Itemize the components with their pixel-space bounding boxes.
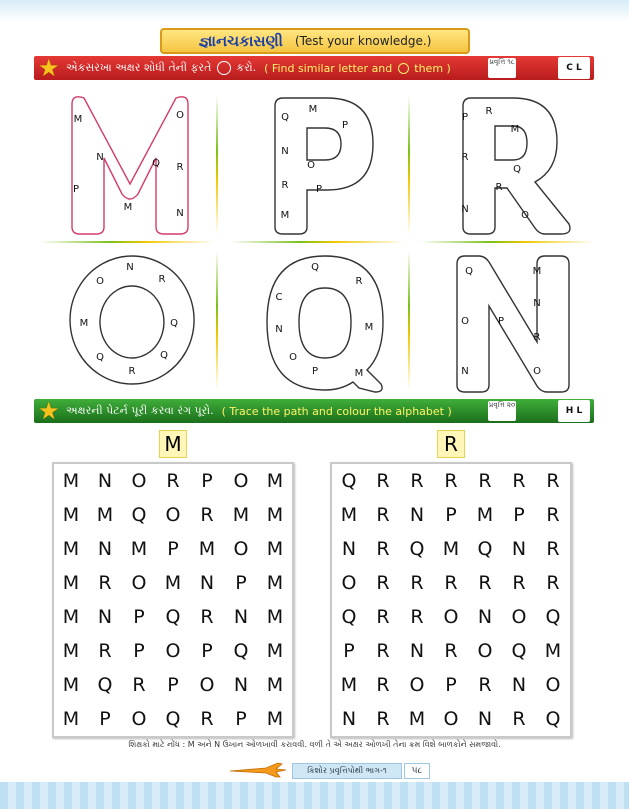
book-title: કિશોર પ્રવૃત્તિપોથી ભાગ-૧ [292,763,402,779]
grid-cell[interactable]: P [133,606,145,628]
grid-cell[interactable]: P [167,538,179,560]
grid-cell[interactable]: N [97,470,113,492]
grid-cell[interactable]: N [409,640,425,662]
letter-outline [275,98,373,234]
small-letter[interactable]: Q [170,318,178,329]
small-letter[interactable]: R [495,182,503,193]
small-letter[interactable]: R [485,106,493,117]
small-letter[interactable]: R [281,180,289,191]
grid-cell[interactable]: M [266,470,284,492]
grid-cell[interactable]: Q [233,640,249,662]
grid-cell[interactable]: Q [511,640,527,662]
small-letter[interactable]: N [461,204,469,215]
small-letter[interactable]: Q [281,112,289,123]
small-letter[interactable]: C [275,292,283,303]
small-letter[interactable]: Q [96,352,104,363]
small-letter[interactable]: O [176,110,184,121]
grid-cell[interactable]: M [266,708,284,730]
grid-cell[interactable]: M [544,640,562,662]
small-letter[interactable]: P [311,366,319,377]
page-title-box [160,28,470,54]
separator [216,250,218,390]
teacher-note: શિક્ષકો માટે નોંધ : M અને N ઉખાન ઓળખાવી કરાવવી. વળી તે એ અક્ષર ઓળખી તેના ક્રમ વિશે બાળકોને સમજાવો. [128,740,501,749]
section2-instruction-bar [34,399,594,423]
grid-cell[interactable]: Q [165,708,181,730]
grid-cell[interactable]: R [376,572,390,594]
grid-cell[interactable]: Q [545,708,561,730]
separator [230,241,405,243]
small-letter[interactable]: N [126,262,134,273]
grid-cell[interactable]: P [235,708,247,730]
grid-cell[interactable]: M [340,674,358,696]
letter-grid-r [330,462,572,738]
bottom-band [0,782,629,809]
activity-tag: પ્રવૃત્તિ ૨૦ [488,401,516,421]
grid-cell[interactable]: R [376,504,390,526]
airplane-icon [228,760,288,780]
grid-cell[interactable]: P [513,504,525,526]
grid-cell[interactable]: M [62,470,80,492]
activity-tag: પ્રવૃત્તિ ૧૮ [488,58,516,78]
separator [408,95,410,235]
small-letter[interactable]: M [364,322,374,333]
title-gujarati: જ્ઞાનચકાસણી [198,32,283,50]
section1-instruction-gujarati [66,61,256,75]
star-icon: ★ [38,397,60,425]
grid-cell[interactable]: O [199,674,215,696]
outline-letter-r[interactable] [445,92,585,241]
small-letter[interactable]: O [521,210,529,221]
grid-cell[interactable]: P [133,640,145,662]
grid-cell[interactable]: N [409,504,425,526]
grid-m-label: M [159,430,187,458]
grid-cell[interactable]: R [132,674,146,696]
star-icon: ★ [38,54,60,82]
small-letter[interactable]: N [533,298,541,309]
grid-cell[interactable]: R [478,470,492,492]
grid-cell[interactable]: N [233,674,249,696]
small-letter[interactable]: Q [160,350,168,361]
outline-letter-o[interactable] [60,250,200,399]
grid-cell[interactable]: M [62,708,80,730]
grid-cell[interactable]: O [233,538,249,560]
grid-cell[interactable]: N [199,572,215,594]
grid-cell[interactable]: R [444,572,458,594]
grid-cell[interactable]: P [343,640,355,662]
cl-code-badge: C L [558,57,590,79]
grid-cell[interactable]: O [443,708,459,730]
grid-cell[interactable]: M [232,504,250,526]
grid-cell[interactable]: Q [97,674,113,696]
grid-cell[interactable]: M [476,504,494,526]
grid-cell[interactable]: R [512,708,526,730]
grid-cell[interactable]: M [442,538,460,560]
separator [408,250,410,390]
grid-cell[interactable]: Q [545,606,561,628]
grid-cell[interactable]: O [131,708,147,730]
small-letter[interactable]: P [497,316,505,327]
small-letter[interactable]: Q [152,158,160,169]
outline-letter-p[interactable] [255,92,395,241]
grid-cell[interactable]: M [408,708,426,730]
outline-letter-m[interactable] [60,92,200,241]
grid-cell[interactable]: O [131,572,147,594]
grid-cell[interactable]: N [97,606,113,628]
grid-cell[interactable]: R [444,640,458,662]
grid-cell[interactable]: Q [409,538,425,560]
grid-cell[interactable]: Q [131,504,147,526]
separator [40,241,215,243]
grid-cell[interactable]: N [477,708,493,730]
small-letter[interactable]: O [307,160,315,171]
grid-cell[interactable]: M [198,538,216,560]
grid-r-label: R [437,430,465,458]
grid-cell[interactable]: M [62,640,80,662]
grid-cell[interactable]: M [340,504,358,526]
grid-cell[interactable]: R [98,640,112,662]
grid-cell[interactable]: N [511,538,527,560]
small-letter[interactable]: P [341,120,349,131]
grid-cell[interactable]: R [376,640,390,662]
small-letter[interactable]: M [308,104,318,115]
small-letter[interactable]: P [72,184,80,195]
small-letter[interactable]: Q [513,164,521,175]
separator [420,241,595,243]
section2-instruction-gujarati: અક્ષરની પેટર્ન પૂરી કરવા રંગ પૂરો. [66,404,214,417]
grid-cell[interactable]: N [477,606,493,628]
small-letter[interactable]: R [533,332,541,343]
instr-gu-before: એકસરખા અક્ષર શોધી તેની ફરતે [66,61,212,74]
small-letter[interactable]: R [158,274,166,285]
grid-cell[interactable]: M [266,640,284,662]
grid-cell[interactable]: P [445,504,457,526]
small-letter[interactable]: M [510,124,520,135]
small-letter[interactable]: N [176,208,184,219]
small-letter[interactable]: N [461,366,469,377]
small-letter[interactable]: R [176,162,184,173]
grid-cell[interactable]: R [444,470,458,492]
grid-cell[interactable]: P [235,572,247,594]
instr-en-after: them [414,61,444,75]
grid-cell[interactable]: N [341,708,357,730]
grid-cell[interactable]: R [98,572,112,594]
small-letter[interactable]: M [354,368,364,379]
instr-en-before: Find similar letter and [271,61,393,75]
small-letter[interactable]: M [79,318,89,329]
grid-cell[interactable]: M [266,572,284,594]
grid-cell[interactable]: N [511,674,527,696]
outline-letter-n[interactable] [445,250,585,399]
grid-cell[interactable]: M [62,538,80,560]
grid-cell[interactable]: Q [341,606,357,628]
grid-cell[interactable]: M [62,674,80,696]
grid-cell[interactable]: O [511,606,527,628]
small-letter[interactable]: N [96,152,104,163]
grid-cell[interactable]: R [200,606,214,628]
small-letter[interactable]: P [461,112,469,123]
small-letter[interactable]: R [128,366,136,377]
letter-outline [72,97,188,234]
section2-instruction-english: ( Trace the path and colour the alphabet ) [221,404,452,418]
instr-gu-after: કરો. [236,61,257,74]
small-letter[interactable]: M [532,266,542,277]
grid-cell[interactable]: R [410,606,424,628]
grid-cell[interactable]: O [131,470,147,492]
section1-instruction-english: ( Find similar letter and them ) [264,61,451,75]
grid-cell[interactable]: Q [165,606,181,628]
grid-cell[interactable]: N [341,538,357,560]
grid-cell[interactable]: Q [477,538,493,560]
letter-outline [457,256,569,392]
circle-icon [217,61,231,75]
small-letter[interactable]: P [315,184,323,195]
grid-cell[interactable]: P [201,640,213,662]
small-letter[interactable]: O [461,316,469,327]
small-letter[interactable]: M [280,210,290,221]
grid-cell[interactable]: R [376,606,390,628]
grid-cell[interactable]: R [478,572,492,594]
grid-cell[interactable]: M [266,538,284,560]
small-letter[interactable]: M [73,114,83,125]
grid-cell[interactable]: O [165,504,181,526]
small-letter[interactable]: N [275,324,283,335]
grid-cell[interactable]: P [167,674,179,696]
grid-cell[interactable]: R [200,708,214,730]
grid-cell[interactable]: R [376,470,390,492]
grid-cell[interactable]: O [477,640,493,662]
grid-cell[interactable]: R [546,538,560,560]
small-letter[interactable]: R [355,276,363,287]
grid-cell[interactable]: O [409,674,425,696]
grid-cell[interactable]: O [443,606,459,628]
grid-cell[interactable]: R [478,674,492,696]
page-number: ૫૮ [404,763,430,779]
grid-cell[interactable]: Q [341,470,357,492]
small-letter[interactable]: Q [465,266,473,277]
outline-letter-q[interactable] [255,250,395,399]
small-letter[interactable]: N [281,146,289,157]
grid-cell[interactable]: R [376,674,390,696]
grid-cell[interactable]: M [164,572,182,594]
section1-instruction-bar [34,56,594,80]
grid-cell[interactable]: P [99,708,111,730]
grid-cell[interactable]: R [410,572,424,594]
grid-cell[interactable]: M [62,606,80,628]
grid-cell[interactable]: O [233,470,249,492]
grid-cell[interactable]: O [165,640,181,662]
grid-cell[interactable]: N [233,606,249,628]
grid-cell[interactable]: R [546,572,560,594]
grid-cell[interactable]: M [130,538,148,560]
grid-cell[interactable]: M [266,504,284,526]
separator [216,95,218,235]
grid-cell[interactable]: M [96,504,114,526]
grid-cell[interactable]: O [545,674,561,696]
small-letter[interactable]: Q [311,262,319,273]
grid-cell[interactable]: R [410,470,424,492]
grid-cell[interactable]: O [341,572,357,594]
grid-cell[interactable]: R [200,504,214,526]
grid-cell[interactable]: N [97,538,113,560]
grid-cell[interactable]: P [445,674,457,696]
grid-cell[interactable]: R [512,572,526,594]
small-letter[interactable]: O [533,366,541,377]
grid-cell[interactable]: M [62,572,80,594]
circle-icon-small [398,63,409,74]
hl-code-badge: H L [558,400,590,422]
small-letter[interactable]: R [461,152,469,163]
grid-cell[interactable]: M [266,674,284,696]
small-letter[interactable]: O [96,276,104,287]
grid-cell[interactable]: R [546,504,560,526]
small-letter[interactable]: M [123,202,133,213]
grid-cell[interactable]: P [201,470,213,492]
grid-cell[interactable]: R [512,470,526,492]
grid-cell[interactable]: M [266,606,284,628]
grid-cell[interactable]: R [376,538,390,560]
grid-cell[interactable]: R [376,708,390,730]
letter-grid-m [52,462,294,738]
grid-cell[interactable]: R [166,470,180,492]
grid-cell[interactable]: R [546,470,560,492]
small-letter[interactable]: O [289,352,297,363]
title-english: (Test your knowledge.) [294,34,432,48]
grid-cell[interactable]: M [62,504,80,526]
